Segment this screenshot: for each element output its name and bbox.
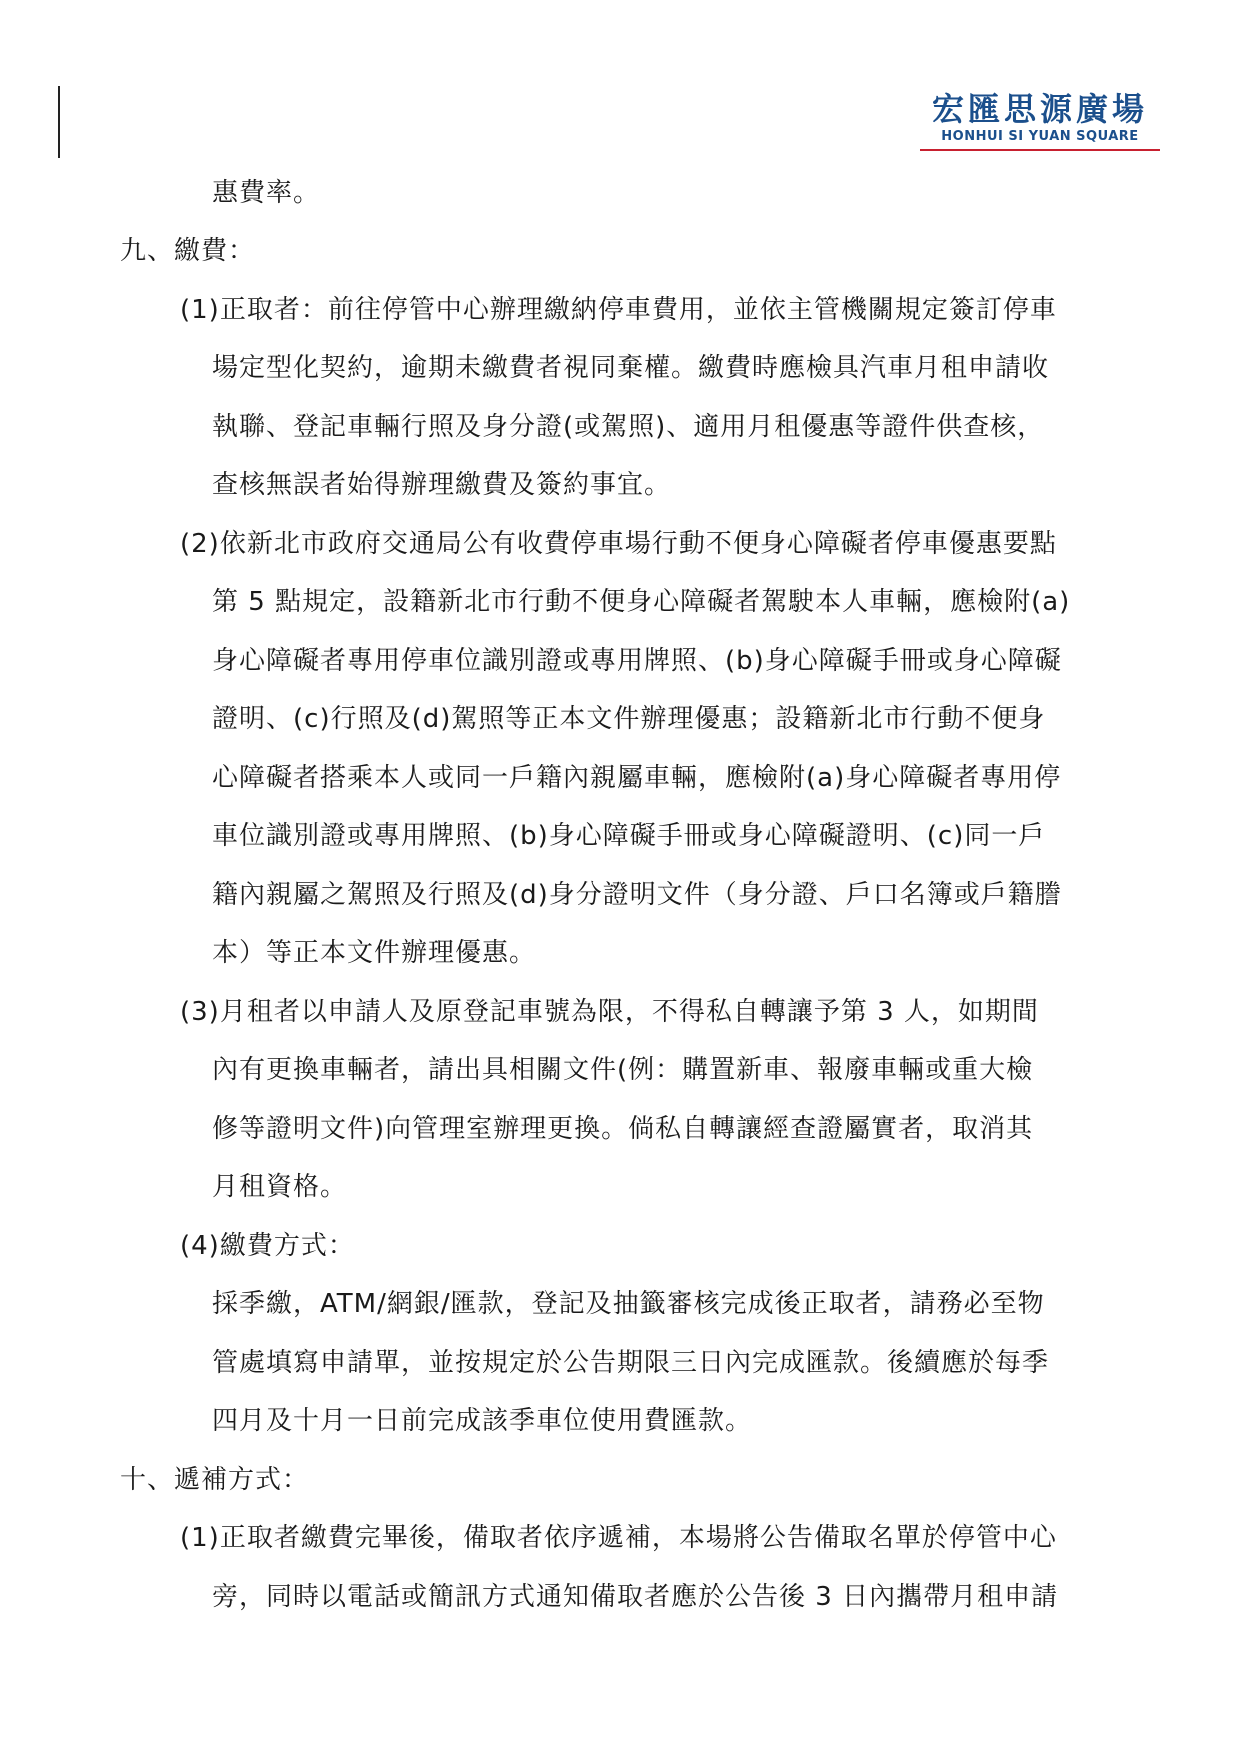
text-line: 查核無誤者始得辦理繳費及簽約事宜。 xyxy=(212,470,672,500)
text-line: 本）等正本文件辦理優惠。 xyxy=(212,938,537,968)
text-line: (4)繳費方式： xyxy=(180,1231,355,1261)
logo-english-text: HONHUI SI YUAN SQUARE xyxy=(941,129,1139,144)
company-logo xyxy=(920,90,1160,151)
text-line: 車位識別證或專用牌照、(b)身心障礙手冊或身心障礙證明、(c)同一戶 xyxy=(212,821,1046,851)
text-line: 惠費率。 xyxy=(212,178,321,208)
logo-chinese-text: 宏匯思源廣場 xyxy=(931,90,1148,128)
section-heading: 九、繳費： xyxy=(120,236,256,266)
text-line: 旁，同時以電話或簡訊方式通知備取者應於公告後 3 日內攜帶月租申請 xyxy=(212,1582,1059,1612)
text-line: 四月及十月一日前完成該季車位使用費匯款。 xyxy=(212,1406,753,1436)
text-line: 採季繳，ATM/網銀/匯款，登記及抽籤審核完成後正取者，請務必至物 xyxy=(212,1289,1045,1319)
text-line: 月租資格。 xyxy=(212,1172,348,1202)
text-line: 修等證明文件)向管理室辦理更換。倘私自轉讓經查證屬實者，取消其 xyxy=(212,1114,1034,1144)
text-line: (3)月租者以申請人及原登記車號為限，不得私自轉讓予第 3 人，如期間 xyxy=(180,997,1039,1027)
text-line: 第 5 點規定，設籍新北市行動不便身心障礙者駕駛本人車輛，應檢附(a) xyxy=(212,587,1071,617)
text-line: (1)正取者：前往停管中心辦理繳納停車費用，並依主管機關規定簽訂停車 xyxy=(180,295,1057,325)
text-line: 證明、(c)行照及(d)駕照等正本文件辦理優惠；設籍新北市行動不便身 xyxy=(212,704,1046,734)
text-line: 執聯、登記車輛行照及身分證(或駕照)、適用月租優惠等證件供查核， xyxy=(212,412,1045,442)
text-line: 場定型化契約，逾期未繳費者視同棄權。繳費時應檢具汽車月租申請收 xyxy=(212,353,1050,383)
logo-underline xyxy=(920,149,1160,151)
margin-bar xyxy=(58,86,60,158)
text-line: 內有更換車輛者，請出具相關文件(例：購置新車、報廢車輛或重大檢 xyxy=(212,1055,1034,1085)
text-line: 心障礙者搭乘本人或同一戶籍內親屬車輛，應檢附(a)身心障礙者專用停 xyxy=(212,763,1062,793)
text-line: (2)依新北市政府交通局公有收費停車場行動不便身心障礙者停車優惠要點 xyxy=(180,529,1057,559)
text-line: (1)正取者繳費完畢後，備取者依序遞補，本場將公告備取名單於停管中心 xyxy=(180,1523,1057,1553)
section-heading: 十、遞補方式： xyxy=(120,1465,310,1495)
text-line: 管處填寫申請單，並按規定於公告期限三日內完成匯款。後續應於每季 xyxy=(212,1348,1050,1378)
text-line: 身心障礙者專用停車位識別證或專用牌照、(b)身心障礙手冊或身心障礙 xyxy=(212,646,1062,676)
text-line: 籍內親屬之駕照及行照及(d)身分證明文件（身分證、戶口名簿或戶籍謄 xyxy=(212,880,1062,910)
